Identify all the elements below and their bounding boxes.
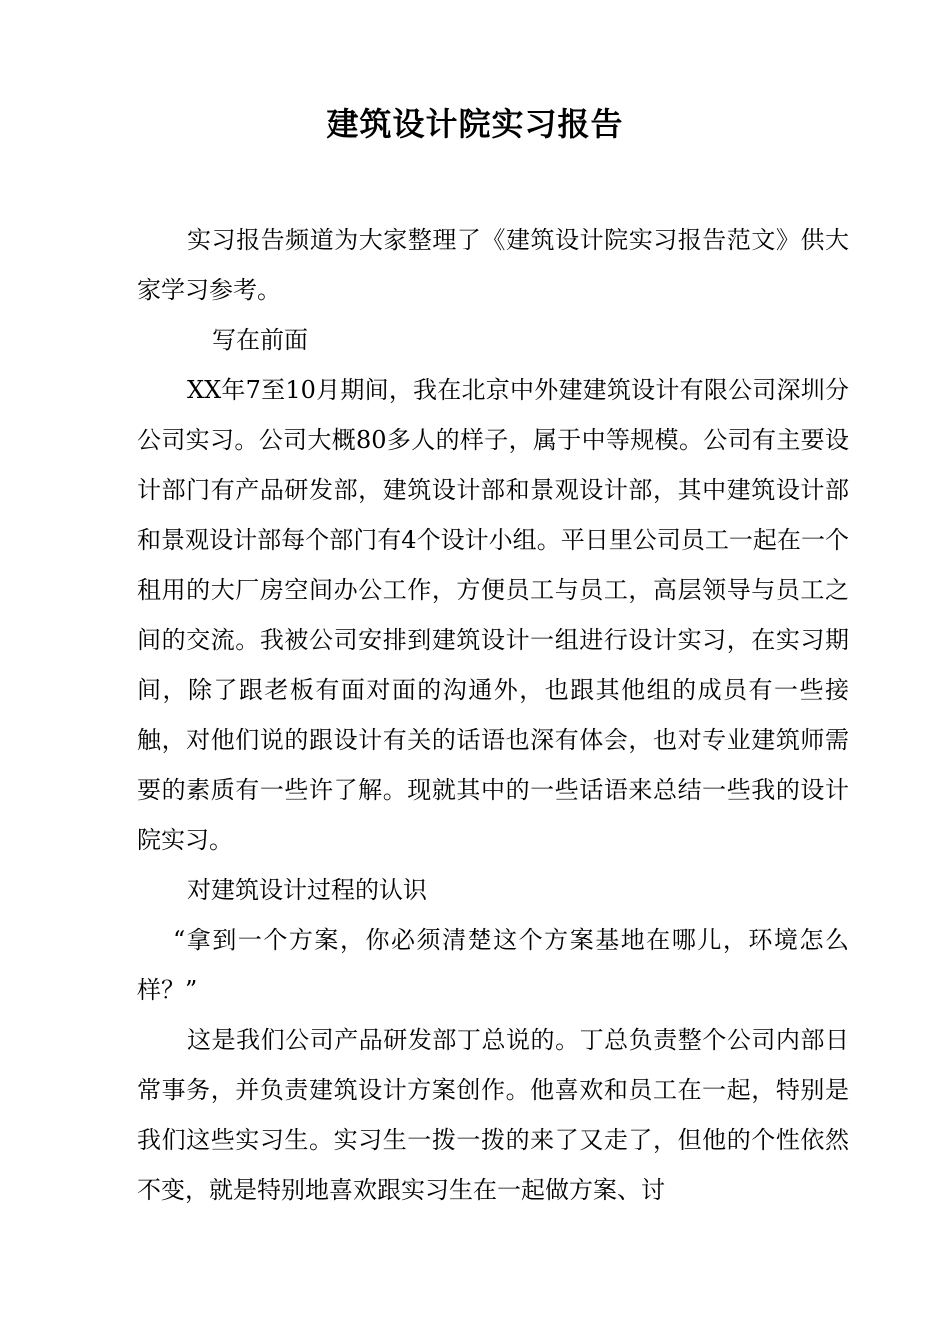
paragraph-quote: “拿到一个方案，你必须清楚这个方案基地在哪儿，环境怎么样？” [137, 926, 849, 1004]
document-body [137, 215, 849, 1215]
document-title: 建筑设计院实习报告 [326, 105, 624, 143]
paragraph-ding-description: 这是我们公司产品研发部丁总说的。丁总负责整个公司内部日常事务，并负责建筑设计方案创作。他喜欢和员工在一起，特别是我们这些实习生。实习生一拨一拨的来了又走了，但他的个性依然不变，就是特别地喜欢跟实习生在一起做方案、讨 [137, 1026, 849, 1204]
paragraph-intro: 实习报告频道为大家整理了《建筑设计院实习报告范文》供大家学习参考。 [137, 226, 849, 304]
paragraph-internship-overview: XX年7至10月期间，我在北京中外建建筑设计有限公司深圳分公司实习。公司大概80多人的样子，属于中等规模。公司有主要设计部门有产品研发部，建筑设计部和景观设计部，其中建筑设计部和景观设计部每个部门有4个设计小组。平日里公司员工一起在一个租用的大厂房空间办公工作，方便员工与员工，高层领导与员工之间的交流。我被公司安排到建筑设计一组进行设计实习，在实习期间，除了跟老板有面对面的沟通外，也跟其他组的成员有一些接触，对他们说的跟设计有关的话语也深有体会，也对专业建筑师需要的素质有一些许了解。现就其中的一些话语来总结一些我的设计院实习。 [137, 376, 849, 854]
section-heading-preface: 写在前面 [212, 326, 308, 354]
section-heading-design-process: 对建筑设计过程的认识 [187, 876, 427, 904]
